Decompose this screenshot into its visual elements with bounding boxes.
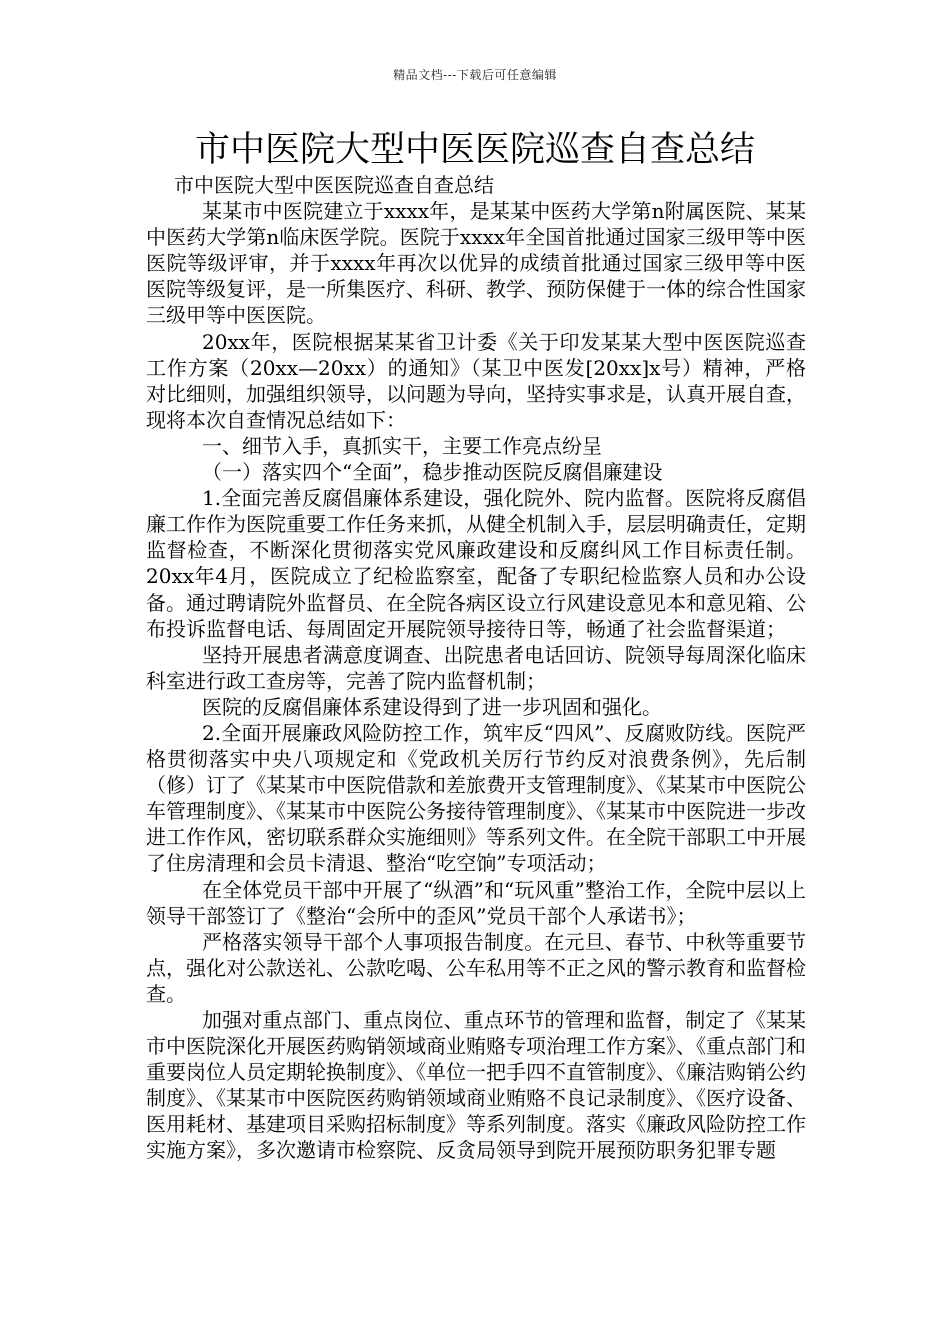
- section-heading-1: 一、细节入手，真抓实干，主要工作亮点纷呈: [202, 433, 602, 458]
- document-title: 市中医院大型中医医院巡查自查总结: [194, 130, 755, 170]
- paragraph-item-2-cont-a: 在全体党员干部中开展了“纵酒”和“玩风重”整治工作，全院中层以上领导干部签订了《整治“会所中的歪风”党员干部个人承诺书》；: [146, 877, 806, 928]
- document-body: [146, 172, 806, 1164]
- document-subtitle: 市中医院大型中医医院巡查自查总结: [174, 173, 494, 197]
- paragraph-item-1-cont-b: 医院的反腐倡廉体系建设得到了进一步巩固和强化。: [202, 694, 662, 719]
- paragraph-item-2-cont-c: 加强对重点部门、重点岗位、重点环节的管理和监督，制定了《某某市中医院深化开展医药购销领域商业贿赂专项治理工作方案》、《重点部门和重要岗位人员定期轮换制度》、《单位一把手四不直管制度》、《廉洁购销公约制度》、《某某市中医院医药购销领域商业贿赂不良记录制度》、《医疗设备、医用耗材、基建项目采购招标制度》等系列制度。落实《廉政风险防控工作实施方案》，多次邀请市检察院、反贪局领导到院开展预防职务犯罪专题: [146, 1008, 806, 1163]
- paragraph-intro: 某某市中医院建立于xxxx年，是某某中医药大学第n附属医院、某某中医药大学第n临床医学院。医院于xxxx年全国首批通过国家三级甲等中医医院等级评审，并于xxxx年再次以优异的成绩首批通过国家三级甲等中医医院等级复评，是一所集医疗、科研、教学、预防保健于一体的综合性国家三级甲等中医医院。: [146, 199, 806, 328]
- paragraph-item-1: 1.全面完善反腐倡廉体系建设，强化院外、院内监督。医院将反腐倡廉工作作为医院重要工作任务来抓，从健全机制入手，层层明确责任，定期监督检查，不断深化贯彻落实党风廉政建设和反腐纠风工作目标责任制。20xx年4月，医院成立了纪检监察室，配备了专职纪检监察人员和办公设备。通过聘请院外监督员、在全院各病区设立行风建设意见本和意见箱、公布投诉监督电话、每周固定开展院领导接待日等，畅通了社会监督渠道；: [146, 486, 806, 641]
- paragraph-item-2-cont-b: 严格落实领导干部个人事项报告制度。在元旦、春节、中秋等重要节点，强化对公款送礼、公款吃喝、公车私用等不正之风的警示教育和监督检查。: [146, 929, 806, 1006]
- paragraph-item-1-cont-a: 坚持开展患者满意度调查、出院患者电话回访、院领导每周深化临床科室进行政工查房等，完善了院内监督机制；: [146, 642, 806, 693]
- header-note: 精品文档---下载后可任意编辑: [393, 68, 557, 82]
- paragraph-item-2: 2.全面开展廉政风险防控工作，筑牢反“四风”、反腐败防线。医院严格贯彻落实中央八项规定和《党政机关厉行节约反对浪费条例》，先后制（修）订了《某某市中医院借款和差旅费开支管理制度》、《某某市中医院公车管理制度》、《某某市中医院公务接待管理制度》、《某某市中医院进一步改进工作作风，密切联系群众实施细则》等系列文件。在全院干部职工中开展了住房清理和会员卡清退、整治“吃空饷”专项活动；: [146, 720, 806, 876]
- paragraph-background: 20xx年，医院根据某某省卫计委《关于印发某某大型中医医院巡查工作方案（20xx—20xx）的通知》（某卫中医发[20xx]x号）精神，严格对比细则，加强组织领导，以问题为导向，坚持实事求是，认真开展自查，现将本次自查情况总结如下：: [146, 329, 806, 432]
- subsection-heading-1: （一）落实四个“全面”，稳步推动医院反腐倡廉建设: [202, 460, 663, 485]
